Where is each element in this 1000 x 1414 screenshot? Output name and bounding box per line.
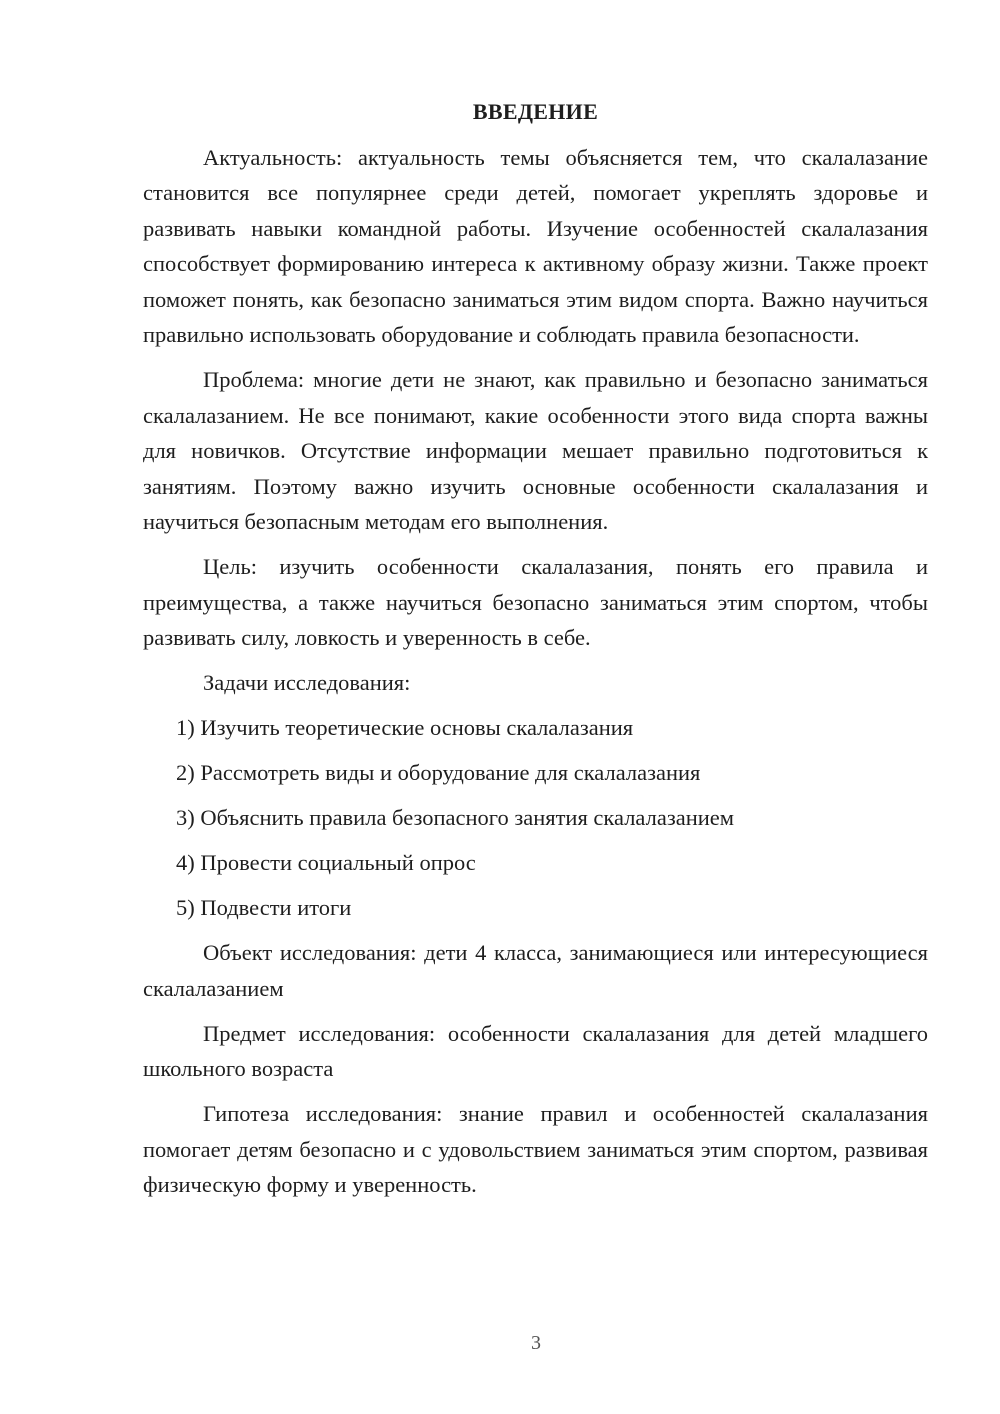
hypothesis-paragraph: Гипотеза исследования: знание правил и особенностей скалалазания помогает детям безопасно и с удовольствием заниматься этим спортом, развивая физическую форму и уверенность.: [143, 1101, 928, 1197]
task-item: 2) Рассмотреть виды и оборудование для скалалазания: [176, 760, 701, 785]
tasks-list: [143, 710, 928, 926]
task-item: 4) Провести социальный опрос: [176, 850, 476, 875]
section-heading: ВВЕДЕНИЕ: [472, 99, 599, 124]
subject-paragraph: Предмет исследования: особенности скалалазания для детей младшего школьного возраста: [143, 1020, 928, 1081]
task-item: 5) Подвести итоги: [176, 895, 352, 920]
object-paragraph: Объект исследования: дети 4 класса, занимающиеся или интересующиеся скалалазанием: [143, 940, 928, 1001]
task-item: 1) Изучить теоретические основы скалалазания: [176, 715, 634, 740]
relevance-paragraph: Актуальность: актуальность темы объясняется тем, что скалалазание становится все популярнее среди детей, помогает укреплять здоровье и развивать навыки командной работы. Изучение особенностей скалалазания способствует формированию интереса к активному образу жизни. Также проект поможет понять, как безопасно заниматься этим видом спорта. Важно научиться правильно использовать оборудование и соблюдать правила безопасности.: [143, 144, 928, 347]
tasks-title: Задачи исследования:: [203, 670, 411, 695]
page-number: 3: [531, 1332, 541, 1354]
task-item: 3) Объяснить правила безопасного занятия скалалазанием: [176, 805, 735, 830]
problem-paragraph: Проблема: многие дети не знают, как правильно и безопасно заниматься скалалазанием. Не все понимают, какие особенности этого вида спорта важны для новичков. Отсутствие информации мешает правильно подготовиться к занятиям. Поэтому важно изучить основные особенности скалалазания и научиться безопасным методам его выполнения.: [143, 367, 928, 534]
goal-paragraph: Цель: изучить особенности скалалазания, понять его правила и преимущества, а также научиться безопасно заниматься этим спортом, чтобы развивать силу, ловкость и уверенность в себе.: [143, 554, 928, 650]
page-content: [143, 94, 928, 1212]
